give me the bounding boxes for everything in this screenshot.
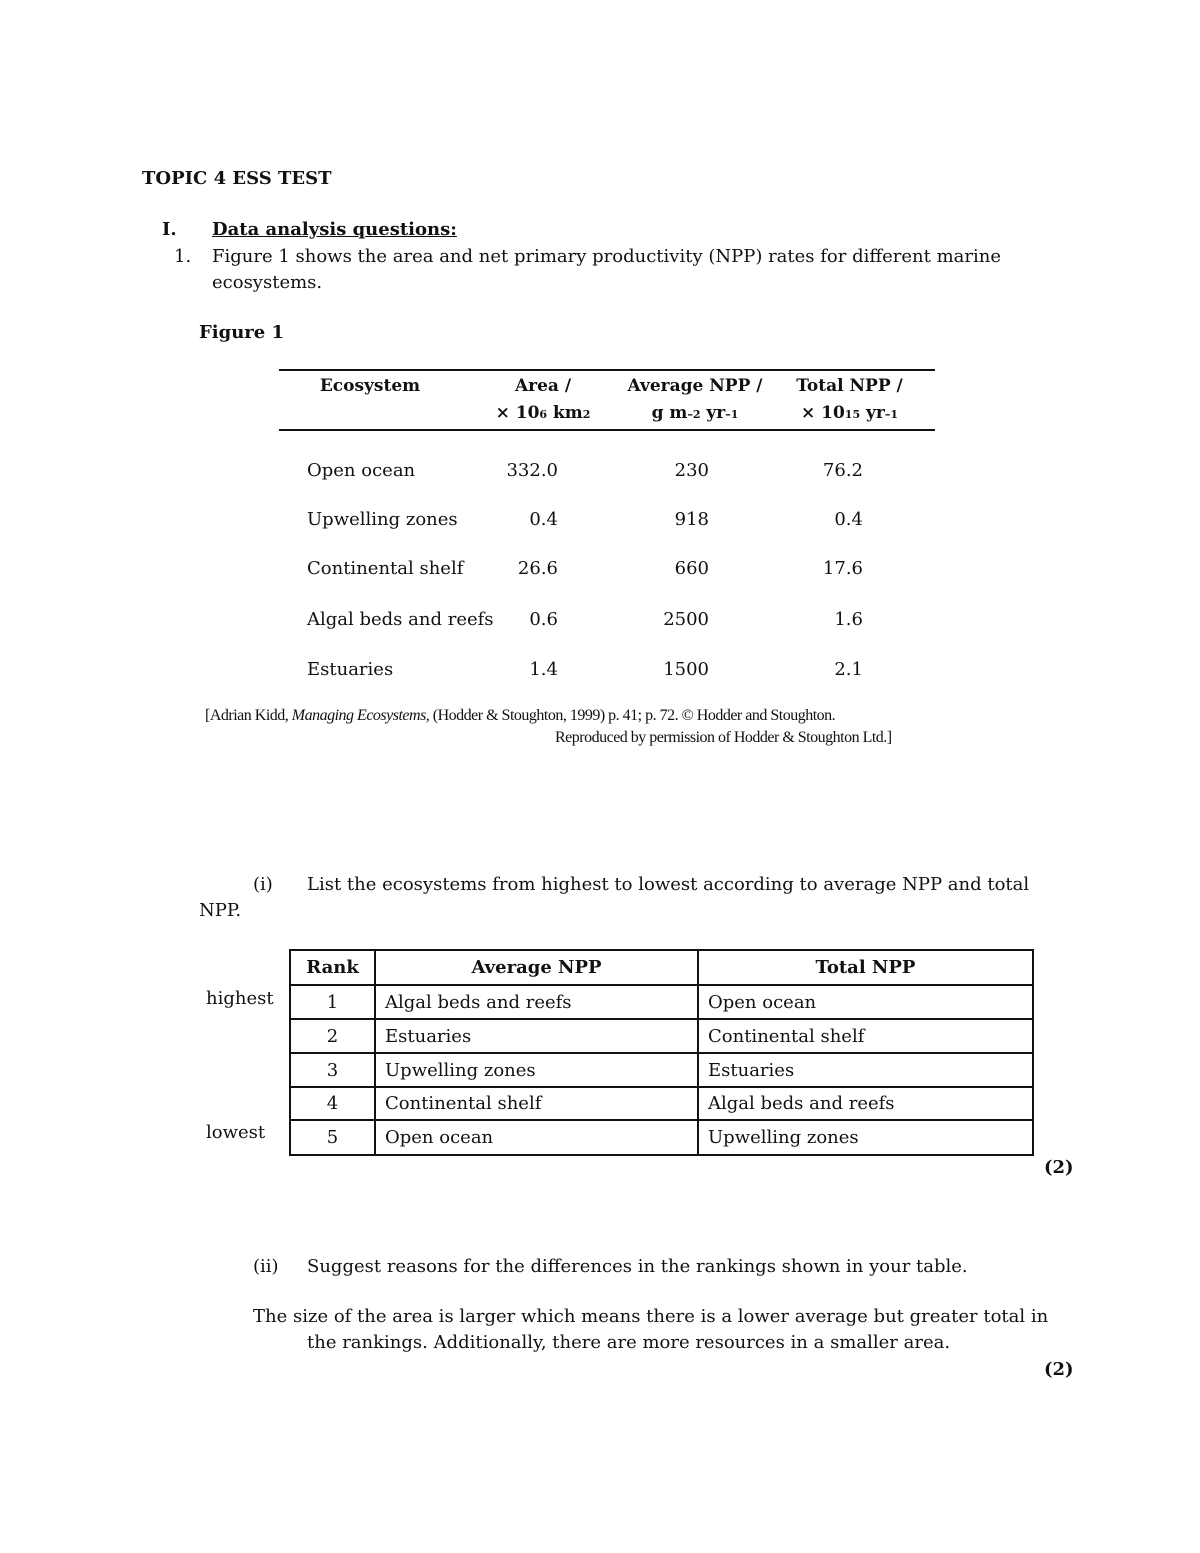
rank-header-average: Average NPP bbox=[375, 950, 698, 985]
figure-row-area: 0.4 bbox=[529, 509, 558, 530]
header-average-line2: g m–2 yr–1 bbox=[651, 403, 739, 423]
rank-average-cell: Estuaries bbox=[375, 1019, 698, 1053]
figure-row-average: 230 bbox=[674, 460, 709, 481]
part-ii-answer-line1: The size of the area is larger which means there is a lower average but greater total in bbox=[253, 1306, 1049, 1327]
figure-row-ecosystem: Open ocean bbox=[307, 460, 416, 481]
rank-cell: 2 bbox=[290, 1019, 375, 1053]
header-total-line2: × 1015 yr–1 bbox=[800, 403, 899, 423]
figure-row-total: 0.4 bbox=[834, 509, 863, 530]
header-average-line1: Average NPP / bbox=[627, 376, 763, 396]
figure-top-rule bbox=[279, 369, 935, 371]
header-total-line1: Total NPP / bbox=[796, 376, 903, 396]
rank-average-cell: Continental shelf bbox=[375, 1087, 698, 1120]
figure-row-total: 2.1 bbox=[834, 659, 863, 680]
figure-row-total: 1.6 bbox=[834, 609, 863, 630]
question-text-line2: ecosystems. bbox=[212, 272, 323, 293]
figure-header-rule bbox=[279, 429, 935, 431]
part-ii-answer-line2: the rankings. Additionally, there are more resources in a smaller area. bbox=[307, 1332, 951, 1353]
part-ii-label: (ii) bbox=[253, 1256, 279, 1277]
figure-citation-line2: Reproduced by permission of Hodder & Stoughton Ltd.] bbox=[555, 729, 892, 746]
rank-average-cell: Upwelling zones bbox=[375, 1053, 698, 1087]
figure-citation-line1: [Adrian Kidd, Managing Ecosystems, (Hodder & Stoughton, 1999) p. 41; p. 72. © Hodder and Stoughton. bbox=[205, 707, 836, 724]
figure-row-ecosystem: Algal beds and reefs bbox=[307, 609, 494, 630]
figure-row-average: 660 bbox=[674, 558, 709, 579]
part-ii-question: Suggest reasons for the differences in the rankings shown in your table. bbox=[307, 1256, 968, 1277]
rank-total-cell: Upwelling zones bbox=[698, 1120, 1033, 1155]
rank-cell: 4 bbox=[290, 1087, 375, 1120]
question-number: 1. bbox=[174, 246, 192, 267]
header-area-line1: Area / bbox=[514, 376, 572, 396]
rank-header-total: Total NPP bbox=[698, 950, 1033, 985]
rank-total-cell: Continental shelf bbox=[698, 1019, 1033, 1053]
rank-total-cell: Algal beds and reefs bbox=[698, 1087, 1033, 1120]
rank-total-cell: Open ocean bbox=[698, 985, 1033, 1019]
figure-label: Figure 1 bbox=[199, 322, 285, 343]
figure-row-ecosystem: Continental shelf bbox=[307, 558, 464, 579]
figure-row-average: 918 bbox=[674, 509, 709, 530]
rank-table bbox=[289, 949, 1034, 1156]
section-numeral: I. bbox=[162, 219, 177, 240]
marks-part-i: (2) bbox=[1044, 1157, 1074, 1178]
figure-row-average: 1500 bbox=[663, 659, 709, 680]
figure-row-ecosystem: Upwelling zones bbox=[307, 509, 458, 530]
figure-row-total: 17.6 bbox=[822, 558, 863, 579]
rank-header-rank: Rank bbox=[290, 950, 375, 985]
figure-row-area: 332.0 bbox=[506, 460, 558, 481]
marks-part-ii: (2) bbox=[1044, 1359, 1074, 1380]
question-text-line1: Figure 1 shows the area and net primary productivity (NPP) rates for different marine bbox=[212, 246, 1002, 267]
part-i-question-line1: List the ecosystems from highest to lowest according to average NPP and total bbox=[307, 874, 1030, 895]
section-heading: Data analysis questions: bbox=[212, 219, 457, 240]
rank-average-cell: Open ocean bbox=[375, 1120, 698, 1155]
rank-cell: 1 bbox=[290, 985, 375, 1019]
part-i-question-line2: NPP. bbox=[199, 900, 242, 921]
header-ecosystem: Ecosystem bbox=[319, 376, 421, 396]
rank-side-highest: highest bbox=[206, 988, 274, 1009]
rank-total-cell: Estuaries bbox=[698, 1053, 1033, 1087]
figure-row-ecosystem: Estuaries bbox=[307, 659, 394, 680]
rank-cell: 5 bbox=[290, 1120, 375, 1155]
figure-row-area: 1.4 bbox=[529, 659, 558, 680]
rank-average-cell: Algal beds and reefs bbox=[375, 985, 698, 1019]
figure-row-area: 26.6 bbox=[517, 558, 558, 579]
rank-cell: 3 bbox=[290, 1053, 375, 1087]
figure-row-total: 76.2 bbox=[822, 460, 863, 481]
page-title: TOPIC 4 ESS TEST bbox=[142, 168, 332, 189]
part-i-label: (i) bbox=[253, 874, 273, 895]
rank-side-lowest: lowest bbox=[206, 1122, 266, 1143]
figure-row-area: 0.6 bbox=[529, 609, 558, 630]
figure-row-average: 2500 bbox=[663, 609, 709, 630]
header-area-line2: × 106 km2 bbox=[495, 403, 591, 423]
